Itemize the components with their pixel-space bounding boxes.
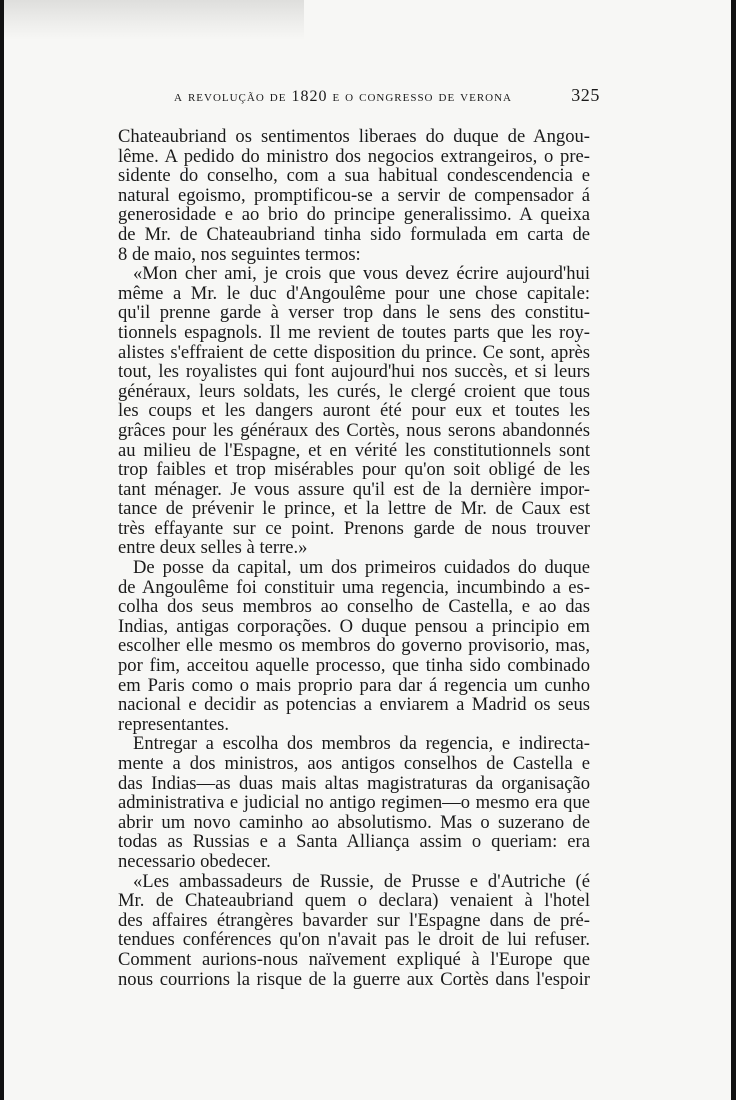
text-line: Comment aurions-nous naïvement expliqué à l'Europe que xyxy=(118,948,590,970)
text-line: Entregar a escolha dos membros da regencia, e indirecta- xyxy=(133,733,590,755)
text-line: tant ménager. Je vous assure qu'il est de la dernière impor- xyxy=(118,478,590,500)
text-line: tionnels espagnols. Il me revient de toutes parts que les roy- xyxy=(118,321,590,343)
text-line: 8 de maio, nos seguintes termos: xyxy=(118,243,361,265)
text-line: necessario obedecer. xyxy=(118,850,271,872)
text-line: très effayante sur ce point. Prenons garde de nous trouver xyxy=(118,517,590,539)
text-line: nous courrions la risque de la guerre aux Cortès dans l'espoir xyxy=(118,968,590,990)
text-line: même a Mr. le duc d'Angoulême pour une chose capitale: xyxy=(118,282,590,304)
text-line: tendues conférences qu'on n'avait pas le droit de lui refuser. xyxy=(118,929,590,951)
text-line: administrativa e judicial no antigo regimen—o mesmo era que xyxy=(118,792,590,814)
paragraph xyxy=(118,127,590,264)
text-line: em Paris como o mais proprio para dar á regencia um cunho xyxy=(118,674,590,696)
text-line: nacional e decidir as potencias a enviarem a Madrid os seus xyxy=(118,694,590,716)
running-title: a revolução de 1820 e o congresso de verona xyxy=(174,88,512,105)
text-line: au milieu de l'Espagne, et en vérité les constitutionnels sont xyxy=(118,439,590,461)
paragraph xyxy=(118,872,590,990)
text-line: de Angoulême foi constituir uma regencia, incumbindo a es- xyxy=(118,576,590,598)
text-line: Indias, antigas corporações. O duque pensou a principio em xyxy=(118,615,590,637)
scan-shadow xyxy=(4,0,304,40)
text-line: les coups et les dangers auront été pour eux et toutes les xyxy=(118,400,590,422)
text-line: Chateaubriand os sentimentos liberaes do duque de Angou- xyxy=(118,126,590,147)
text-line: generosidade e ao brio do principe generalissimo. A queixa xyxy=(118,204,590,226)
text-line: das Indias—as duas mais altas magistraturas da organisação xyxy=(118,772,590,794)
text-line: abrir um novo caminho ao absolutismo. Mas o suzerano de xyxy=(118,811,590,833)
text-line: todas as Russias e a Santa Alliança assim o queriam: era xyxy=(118,831,590,853)
paragraph xyxy=(118,264,590,558)
text-line: «Les ambassadeurs de Russie, de Prusse e d'Autriche (é xyxy=(133,870,590,892)
text-line: colha dos seus membros ao conselho de Castella, e ao das xyxy=(118,596,590,618)
text-line: por fim, acceitou aquelle processo, que tinha sido combinado xyxy=(118,655,590,677)
text-line: lême. A pedido do ministro dos negocios extrangeiros, o pre- xyxy=(118,145,590,167)
text-line: «Mon cher ami, je crois que vous devez écrire aujourd'hui xyxy=(133,263,590,285)
text-line: De posse da capital, um dos primeiros cuidados do duque xyxy=(133,557,590,579)
text-line: qu'il prenne garde à verser trop dans le sens des constitu- xyxy=(118,302,590,324)
text-line: escolher elle mesmo os membros do governo provisorio, mas, xyxy=(118,635,590,657)
paragraph xyxy=(118,558,590,734)
text-line: entre deux selles à terre.» xyxy=(118,537,308,559)
text-line: sidente do conselho, com a sua habitual condescendencia e xyxy=(118,165,590,187)
page-header xyxy=(174,85,600,106)
text-line: mente a dos ministros, aos antigos conselhos de Castella e xyxy=(118,753,590,774)
text-line: alistes s'effraient de cette disposition du prince. Ce sont, après xyxy=(118,341,590,363)
text-line: natural egoismo, promptificou-se a servir de compensador á xyxy=(118,184,590,206)
text-line: tance de prévenir le prince, et la lettre de Mr. de Caux est xyxy=(118,498,590,520)
text-line: tout, les royalistes qui font aujourd'hui nos succès, et si leurs xyxy=(118,361,590,383)
page-number: 325 xyxy=(571,85,600,105)
text-line: de Mr. de Chateaubriand tinha sido formulada em carta de xyxy=(118,223,590,245)
text-line: representantes. xyxy=(118,713,229,735)
text-line: généraux, leurs soldats, les curés, le clergé croient que tous xyxy=(118,380,590,402)
text-line: Mr. de Chateaubriand quem o declara) venaient à l'hotel xyxy=(118,890,590,912)
text-line: grâces pour les généraux des Cortès, nous serons abandonnés xyxy=(118,419,590,441)
paragraph xyxy=(118,734,590,871)
body-text xyxy=(118,127,590,989)
text-line: des affaires étrangères bavarder sur l'Espagne dans de pré- xyxy=(118,909,590,931)
text-line: trop faibles et trop misérables pour qu'on soit obligé de les xyxy=(118,459,590,481)
